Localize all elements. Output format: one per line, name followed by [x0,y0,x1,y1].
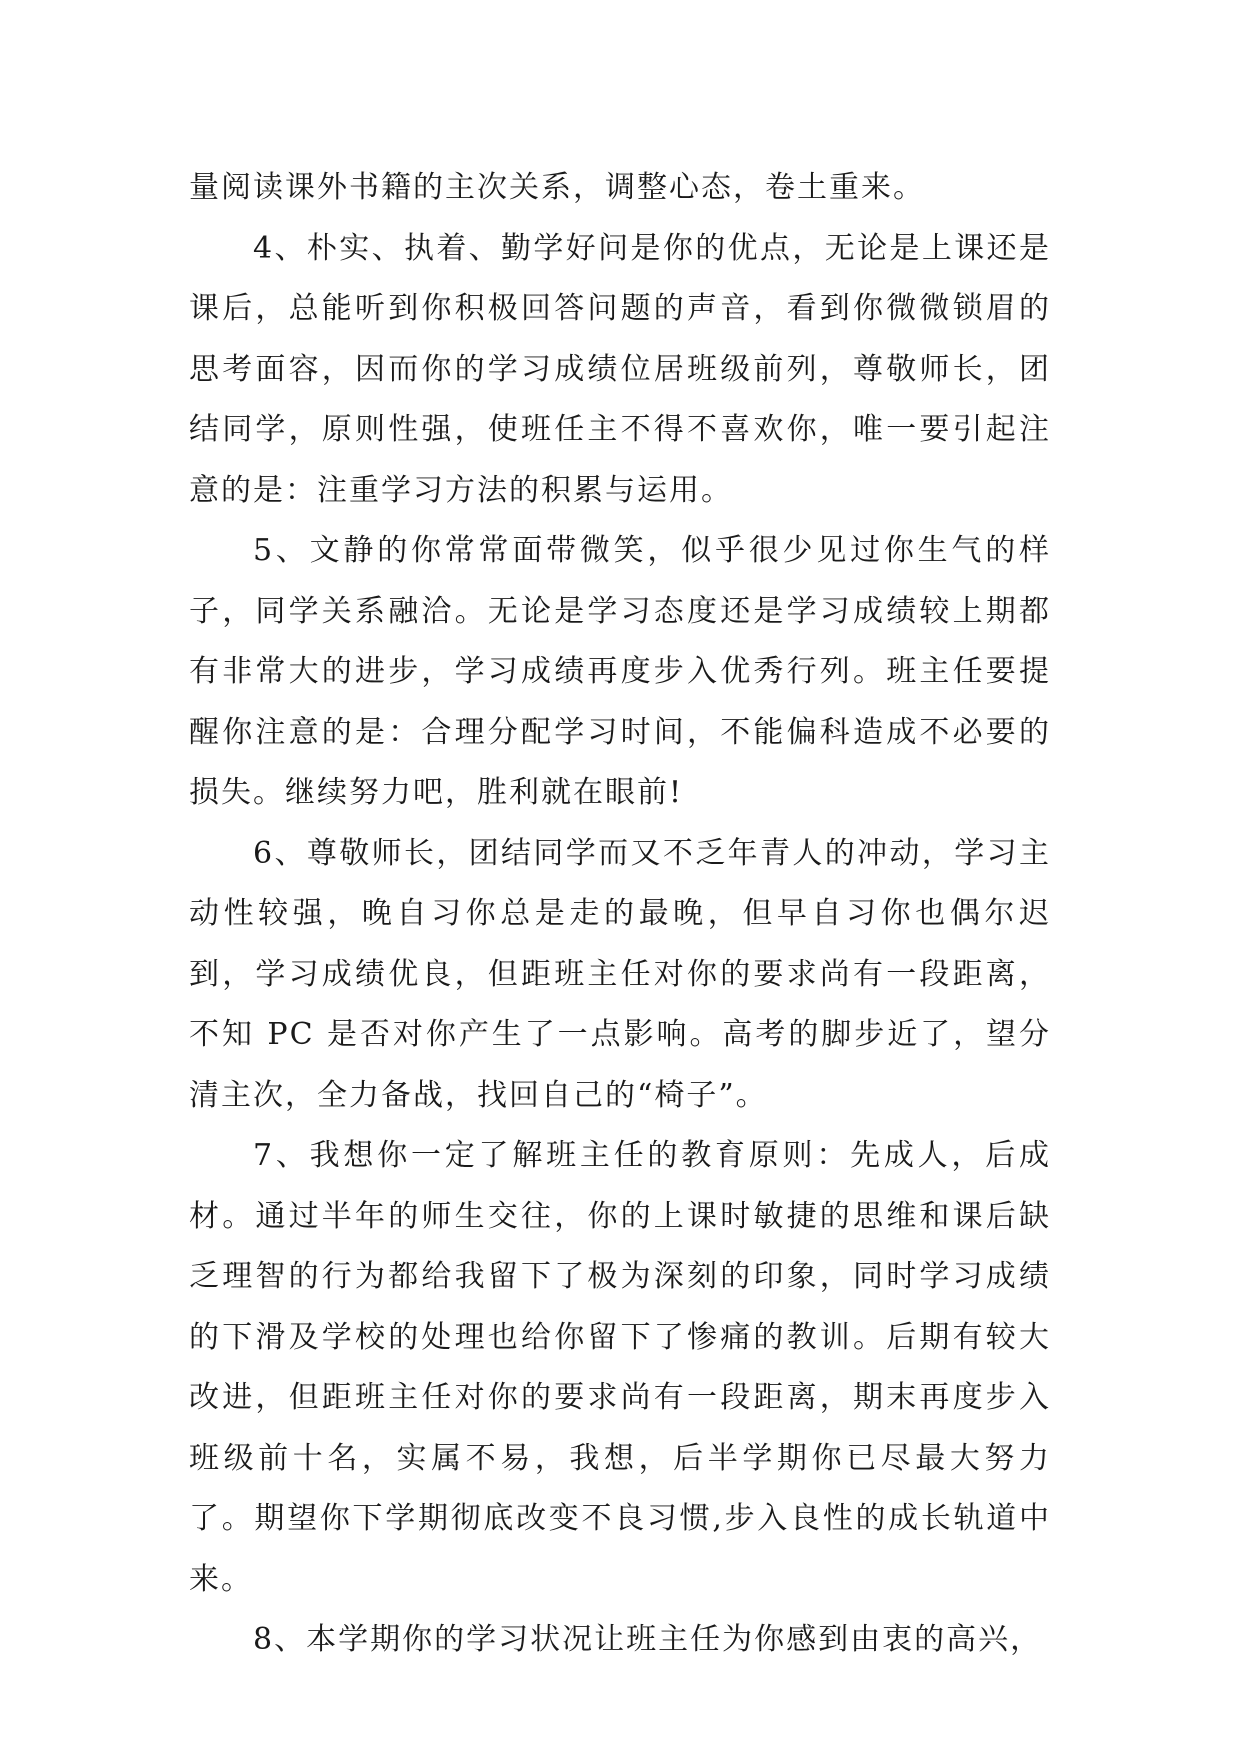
paragraph-comment-6: 6、尊敬师长，团结同学而又不乏年青人的冲动，学习主动性较强，晚自习你总是走的最晚，但早自习你也偶尔迟到，学习成绩优良，但距班主任对你的要求尚有一段距离，不知 PC 是否对你产生了一点影响。高考的脚步近了，望分清主次，全力备战，找回自己的“椅子”。 [189,835,1051,1113]
paragraph-continuation: 量阅读课外书籍的主次关系，调整心态，卷土重来。 [189,170,925,205]
paragraph-comment-8: 8、本学期你的学习状况让班主任为你感到由衷的高兴， [253,1622,1043,1657]
paragraph-comment-7: 7、我想你一定了解班主任的教育原则：先成人，后成材。通过半年的师生交往，你的上课时敏捷的思维和课后缺乏理智的行为都给我留下了极为深刻的印象，同时学习成绩的下滑及学校的处理也给你留下了惨痛的教训。后期有较大改进，但距班主任对你的要求尚有一段距离，期末再度步入班级前十名，实属不易，我想，后半学期你已尽最大努力了。期望你下学期彻底改变不良习惯,步入良性的成长轨道中来。 [189,1138,1051,1597]
document-body [189,158,1051,1671]
paragraph-comment-5: 5、文静的你常常面带微笑，似乎很少见过你生气的样子，同学关系融洽。无论是学习态度还是学习成绩较上期都有非常大的进步，学习成绩再度步入优秀行列。班主任要提醒你注意的是：合理分配学习时间，不能偏科造成不必要的损失。继续努力吧，胜利就在眼前! [189,533,1051,810]
paragraph-comment-4: 4、朴实、执着、勤学好问是你的优点，无论是上课还是课后，总能听到你积极回答问题的声音，看到你微微锁眉的思考面容，因而你的学习成绩位居班级前列，尊敬师长，团结同学，原则性强，使班任主不得不喜欢你，唯一要引起注意的是：注重学习方法的积累与运用。 [189,230,1051,508]
